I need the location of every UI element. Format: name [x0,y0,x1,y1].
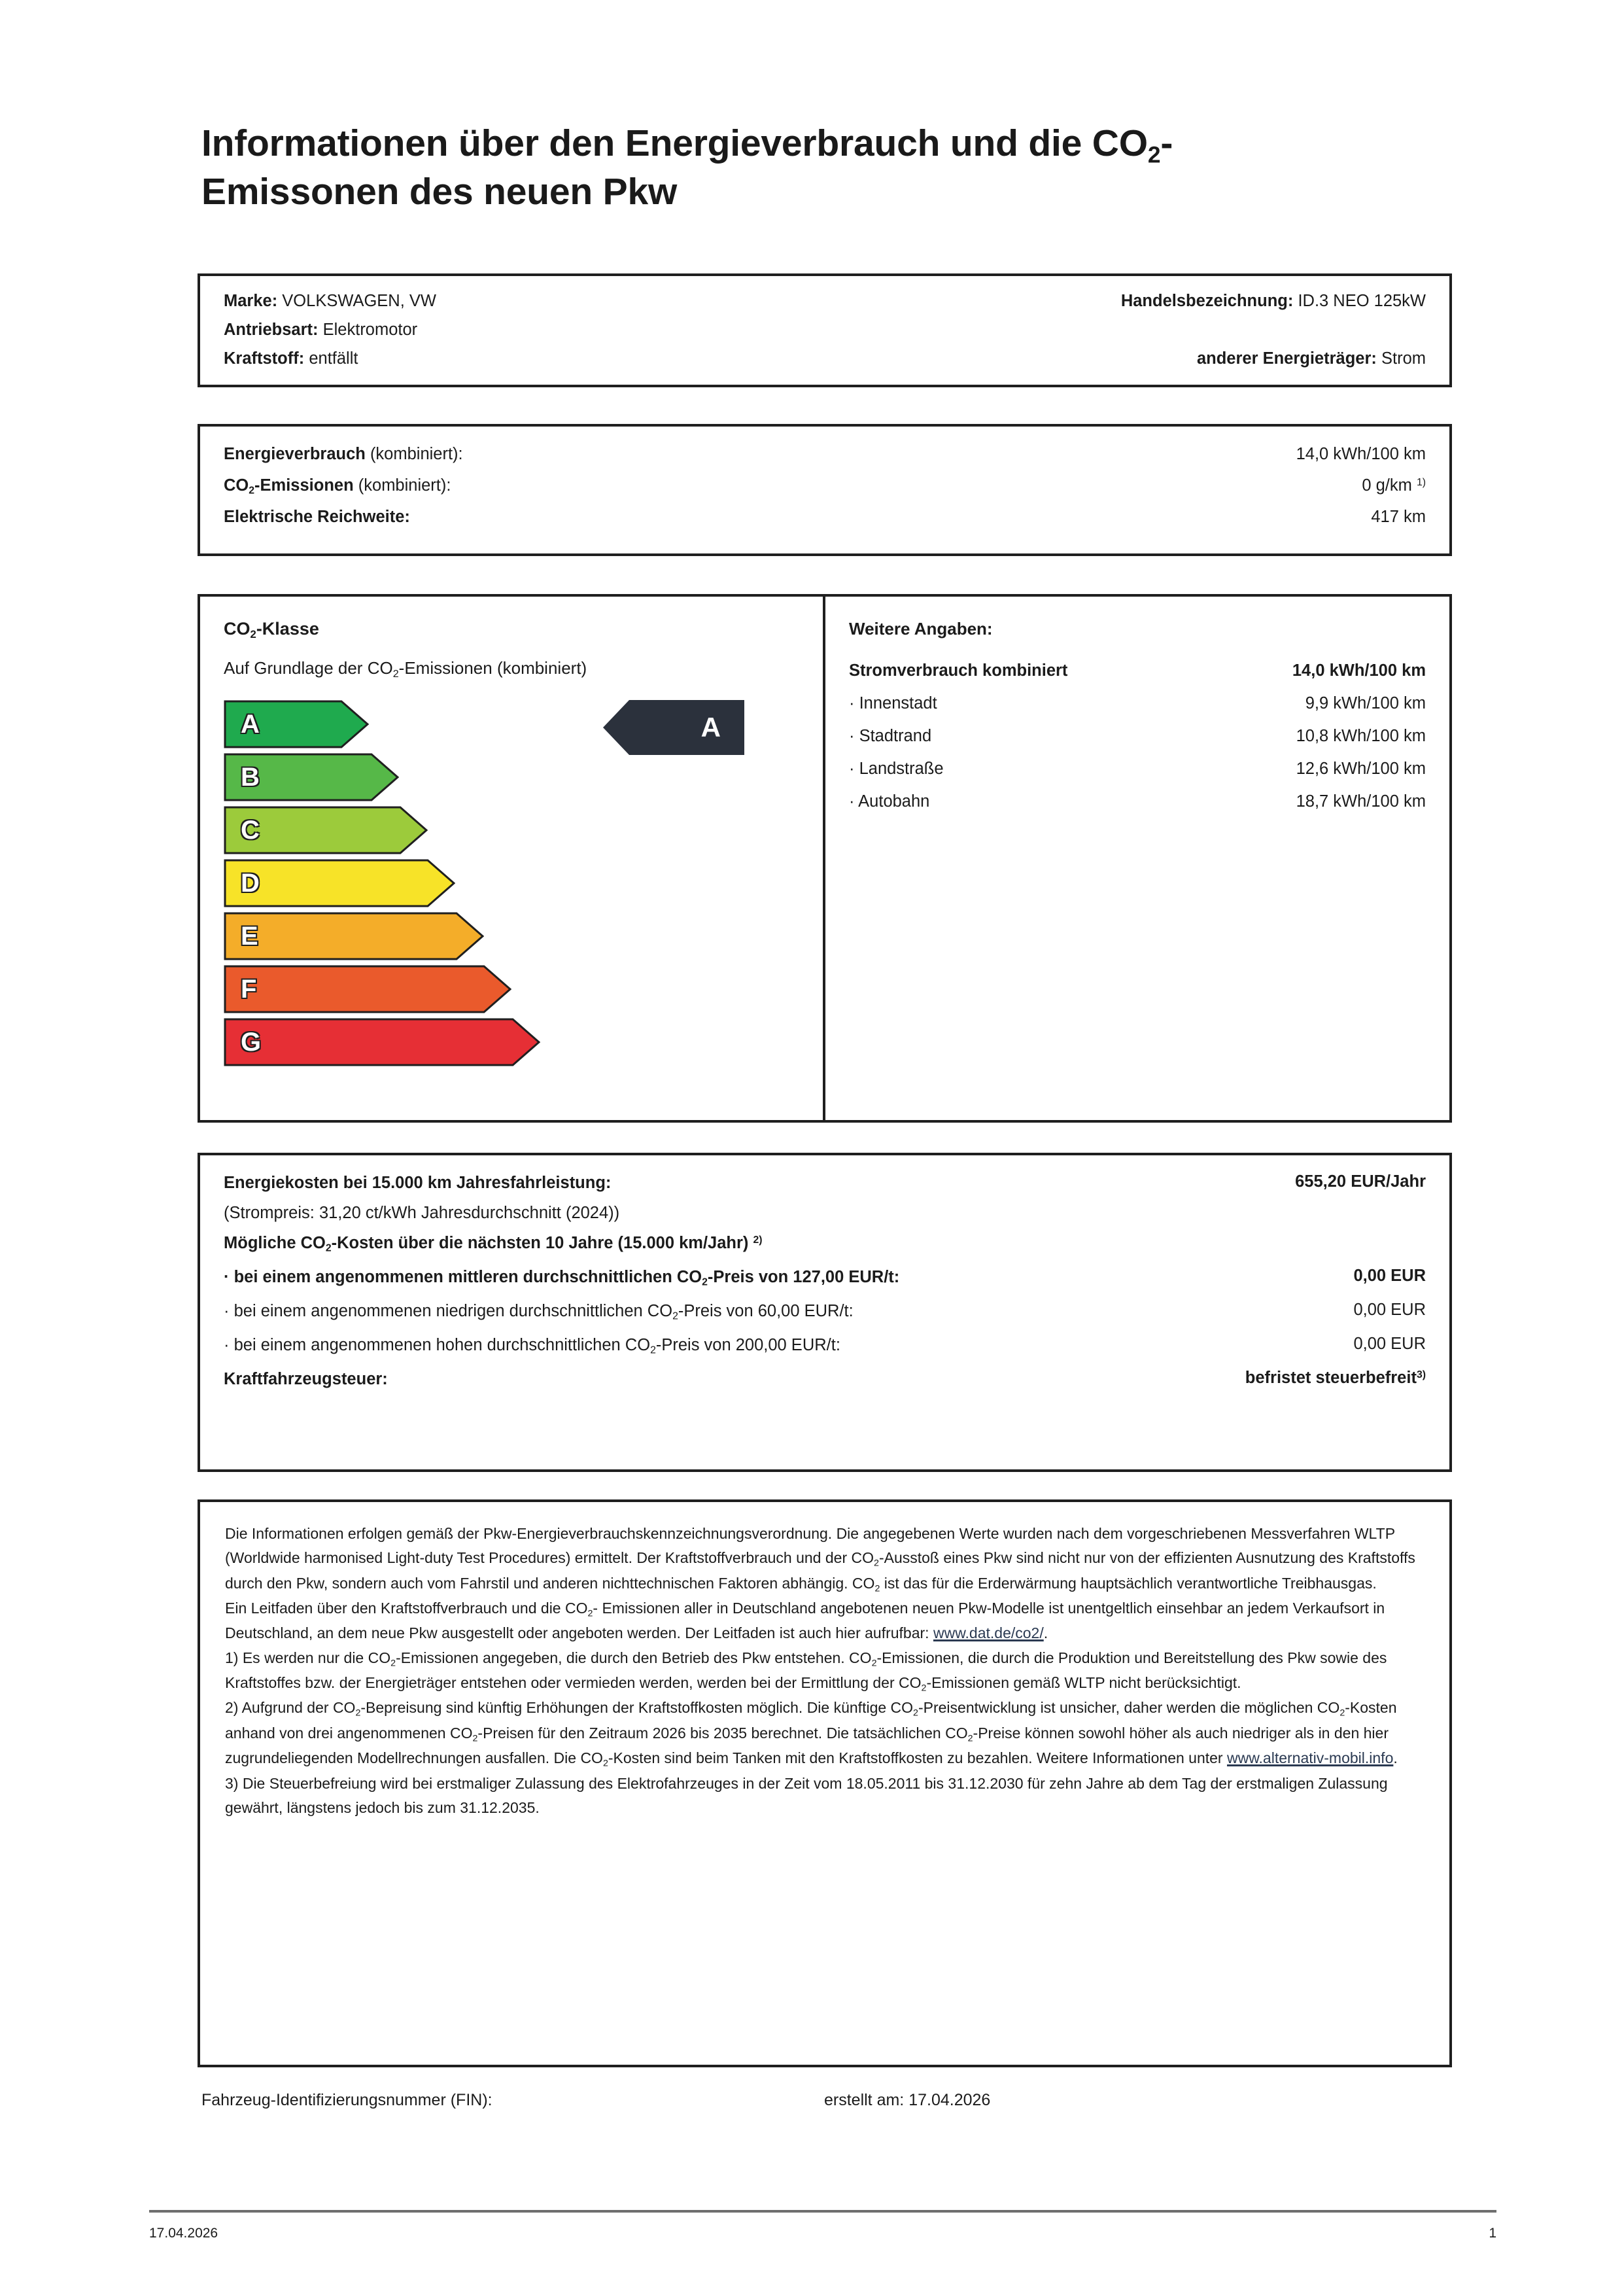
fn1-c: -Emissionen, die durch die Produktion und Bereitstellung des Pkw sowie des Kraftstoffes bzw. der Energieträger entstehen oder vermieden werden, werden bei der Ermittlung der CO [225,1649,1387,1691]
co2-price-row [224,1268,1426,1302]
marke-label: Marke: [224,292,278,310]
co2-price-row [224,1336,1426,1370]
reichweite-value: 417 km [1371,508,1426,526]
moegliche-label-post: -Kosten über die nächsten 10 Jahre (15.000 km/Jahr) [331,1234,749,1252]
energieverbrauch-label-suffix: (kombiniert): [370,445,463,463]
energietraeger-value: Strom [1381,349,1426,368]
costs-box [198,1153,1452,1472]
consumption-row-reichweite [224,509,1426,540]
co2-class-arrow-b [224,753,399,801]
legal-p1-sub1: 2 [874,1558,879,1569]
dat-co2-link[interactable]: www.dat.de/co2/ [933,1624,1044,1642]
stromverbrauch-kombiniert-value: 14,0 kWh/100 km [1292,661,1426,680]
moegliche-label-subscript: 2 [325,1242,332,1254]
footer-divider [149,2210,1496,2213]
fn1-sub3: 2 [921,1683,927,1694]
energiekosten-value: 655,20 EUR/Jahr [1295,1172,1426,1191]
co2-class-heading-subscript: 2 [250,628,256,641]
page-title-line1-post: - [1160,122,1173,164]
legal-paragraph-2 [225,1596,1425,1646]
energieverbrauch-value: 14,0 kWh/100 km [1296,445,1426,463]
page-title-co2-subscript: 2 [1147,142,1161,168]
legal-p2-a: Ein Leitfaden über den Kraftstoffverbrauch und die CO [225,1600,588,1617]
consumption-row-energieverbrauch [224,446,1426,478]
fin-label: Fahrzeug-Identifizierungsnummer (FIN): [201,2091,492,2109]
handelsbezeichnung-value: ID.3 NEO 125kW [1298,292,1426,310]
co2-class-heading [224,619,823,641]
created-date-label: erstellt am: 17.04.2026 [824,2091,991,2109]
co2-price-row [224,1302,1426,1336]
fn1-sub2: 2 [871,1657,877,1668]
identity-row-marke [224,293,1426,322]
legal-p1-sub2: 2 [874,1583,880,1594]
legal-footnote-2 [225,1696,1425,1771]
result-badge-letter: A [700,712,721,743]
kraftstoff-label: Kraftstoff: [224,349,305,368]
co2-class-arrow-letter: E [241,921,258,951]
consumption-row-co2 [224,478,1426,509]
co2-class-result-badge [603,700,744,755]
antriebsart-value: Elektromotor [322,321,418,339]
co2-value: 0 g/km [1362,476,1412,495]
reichweite-label: Elektrische Reichweite: [224,508,410,526]
co2-class-subheading-subscript: 2 [392,667,399,680]
consumption-box [198,424,1452,556]
fn2-sub6: 2 [602,1758,608,1769]
fn2-a: 2) Aufgrund der CO [225,1699,356,1717]
further-data-row [849,694,1426,727]
footer-page-number: 1 [1489,2226,1496,2241]
fn2-sub4: 2 [472,1733,478,1744]
co2-value-footnote-ref: 1) [1416,477,1426,489]
fn2-h: . [1393,1749,1398,1767]
further-data-heading: Weitere Angaben: [849,619,993,639]
fn2-sub1: 2 [355,1708,361,1719]
fn2-e: -Preisen für den Zeitraum 2026 bis 2035 berechnet. Die tatsächlichen CO [477,1724,968,1742]
co2-label-post: (kombiniert): [358,476,451,495]
kraftfahrzeugsteuer-footnote-ref: 3) [1416,1369,1426,1381]
energietraeger-label: anderer Energieträger: [1196,349,1377,368]
co2-price-row-value: 0,00 EUR [1353,1267,1426,1285]
co2-class-arrow-a [224,700,369,748]
stromverbrauch-kombiniert-row [849,661,1426,694]
co2-class-arrow-letter: F [241,974,257,1004]
fn1-d: -Emissionen gemäß WLTP nicht berücksichtigt. [926,1674,1241,1691]
legal-p2-c: . [1043,1624,1048,1642]
co2-label-mid: -Emissionen [254,476,354,495]
co2-class-arrow-shape [224,912,484,960]
fn2-sub3: 2 [1339,1708,1345,1719]
fn2-g: -Kosten sind beim Tanken mit den Kraftstoffkosten zu bezahlen. Weitere Informationen unter [608,1749,1227,1767]
co2-class-arrow-d [224,859,455,907]
co2-class-arrow-letter: B [241,762,260,792]
co2-class-arrow-letter: C [241,815,260,845]
co2-class-arrow-c [224,806,428,854]
co2-class-arrow-letter: A [241,709,260,739]
kraftfahrzeugsteuer-row [224,1370,1426,1408]
further-data-row-value: 9,9 kWh/100 km [1305,694,1426,712]
fn2-d: -Kosten anhand von drei angenommenen CO [225,1699,1397,1742]
co2-label-pre: CO [224,476,249,495]
further-data-row-value: 18,7 kWh/100 km [1296,792,1426,811]
further-data-row [849,760,1426,792]
strompreis-note: (Strompreis: 31,20 ct/kWh Jahresdurchschnitt (2024)) [224,1204,620,1222]
footer-date: 17.04.2026 [149,2226,218,2241]
fn2-f: -Preise können sowohl höher als auch niedriger als in den hier zugrundeliegenden Modellrechnungen ausfallen. Die CO [225,1724,1389,1767]
fn2-b: -Bepreisung sind künftig Erhöhungen der Kraftstoffkosten möglich. Die künftige CO [360,1699,914,1717]
page-title-line2: Emissonen des neuen Pkw [201,171,678,213]
further-data-row [849,792,1426,825]
moegliche-co2-kosten-row [224,1234,1426,1268]
legal-p1-a: Die Informationen erfolgen gemäß der Pkw-Energieverbrauchskennzeichnungsverordnung. Die angegebenen Werte wurden nach dem vorgeschriebenen Messverfahren WLTP (Worldwide harmonised Light-duty Test Procedures) ermittelt. Der Kraftstoffverbrauch und der CO [225,1525,1395,1567]
energiekosten-label: Energiekosten bei 15.000 km Jahresfahrleistung: [224,1174,612,1192]
co2-class-heading-pre: CO [224,619,251,639]
co2-class-arrow-letter: G [241,1027,262,1057]
further-data-row-value: 12,6 kWh/100 km [1296,760,1426,778]
co2-price-row-value: 0,00 EUR [1353,1301,1426,1319]
page-title [201,121,1457,214]
page-title-line1-pre: Informationen über den Energieverbrauch und die CO [201,122,1148,164]
co2-class-arrow-f [224,965,511,1013]
co2-price-row-label: · bei einem angenommenen mittleren durchschnittlichen $CO_2$-Preis von 127,00 EUR/t: [224,1268,900,1288]
energieverbrauch-label: Energieverbrauch [224,445,366,463]
handelsbezeichnung-label: Handelsbezeichnung: [1120,292,1294,310]
co2-class-arrow-shape [224,965,511,1013]
co2-class-arrow-letter: D [241,868,260,898]
fn1-a: 1) Es werden nur die CO [225,1649,391,1666]
further-data-row-value: 10,8 kWh/100 km [1296,727,1426,745]
co2-label-subscript: 2 [249,485,255,497]
fn1-b: -Emissionen angegeben, die durch den Betrieb des Pkw entstehen. CO [396,1649,872,1666]
legal-p2-b: - Emissionen aller in Deutschland angebotenen neuen Pkw-Modelle ist unentgeltlich einsehbar an jedem Verkaufsort in Deutschland, an dem neue Pkw ausgestellt oder angeboten werden. Der Leitfaden ist auch hier aufrufbar: [225,1600,1385,1642]
moegliche-label-pre: Mögliche CO [224,1234,326,1252]
identity-row-antriebsart [224,322,1426,351]
further-data-row [849,727,1426,760]
co2-class-scale [224,700,540,1071]
vehicle-identity-box [198,273,1452,387]
co2-class-arrow-g [224,1018,540,1066]
energiekosten-row [224,1174,1426,1204]
further-data-row-label: · Innenstadt [849,694,937,712]
legal-notice-box [198,1499,1452,2067]
kraftstoff-value: entfällt [309,349,358,368]
further-data-panel [823,597,1449,1120]
co2-class-subheading [224,658,823,680]
co2-class-heading-post: -Klasse [256,619,319,639]
legal-paragraph-1 [225,1522,1425,1596]
identity-row-kraftstoff [224,351,1426,379]
fn2-sub5: 2 [967,1733,973,1744]
alternativ-mobil-link[interactable]: www.alternativ-mobil.info [1226,1749,1394,1767]
legal-p2-sub: 2 [587,1608,593,1619]
result-badge-shape [603,700,744,755]
further-data-row-label: · Autobahn [849,792,930,811]
co2-class-box [198,594,1452,1123]
fn1-sub1: 2 [390,1657,396,1668]
fn2-sub2: 2 [913,1708,918,1719]
co2-class-subheading-pre: Auf Grundlage der CO [224,658,393,678]
legal-footnote-1 [225,1646,1425,1696]
stromverbrauch-kombiniert-label: Stromverbrauch kombiniert [849,661,1068,680]
fin-line [201,2091,1457,2110]
co2-class-panel [200,597,823,1120]
legal-p1-c: ist das für die Erderwärmung hauptsächlich verantwortliche Treibhausgas. [880,1574,1377,1592]
co2-price-row-label: · bei einem angenommenen hohen durchschnittlichen $CO_2$-Preis von 200,00 EUR/t: [224,1336,840,1356]
co2-class-arrow-shape [224,1018,540,1066]
co2-price-row-value: 0,00 EUR [1353,1335,1426,1353]
antriebsart-label: Antriebsart: [224,321,319,339]
strompreis-note-row [224,1204,1426,1234]
fn2-c: -Preisentwicklung ist unsicher, daher werden die möglichen CO [918,1699,1340,1717]
co2-class-subheading-post: -Emissionen (kombiniert) [398,658,587,678]
legal-p1-b: -Ausstoß eines Pkw sind nicht nur von der effizienten Ausnutzung des Kraftstoffs durch den Pkw, sondern auch vom Fahrstil und anderen nichttechnischen Faktoren abhängig. CO [225,1549,1415,1592]
further-data-row-label: · Landstraße [849,760,944,778]
marke-value: VOLKSWAGEN, VW [282,292,436,310]
legal-footnote-3: 3) Die Steuerbefreiung wird bei erstmaliger Zulassung des Elektrofahrzeuges in der Zeit vom 18.05.2011 bis 31.12.2030 für zehn Jahre ab dem Tag der erstmaligen Zulassung gewährt, längstens jedoch bis zum 31.12.2035. [225,1774,1388,1816]
co2-price-row-label: · bei einem angenommenen niedrigen durchschnittlichen $CO_2$-Preis von 60,00 EUR/t: [224,1302,854,1322]
co2-class-arrow-e [224,912,484,960]
kraftfahrzeugsteuer-value: befristet steuerbefreit [1245,1369,1417,1387]
further-data-row-label: · Stadtrand [849,727,932,745]
moegliche-footnote-ref: 2) [753,1235,763,1246]
kraftfahrzeugsteuer-label: Kraftfahrzeugsteuer: [224,1370,388,1388]
